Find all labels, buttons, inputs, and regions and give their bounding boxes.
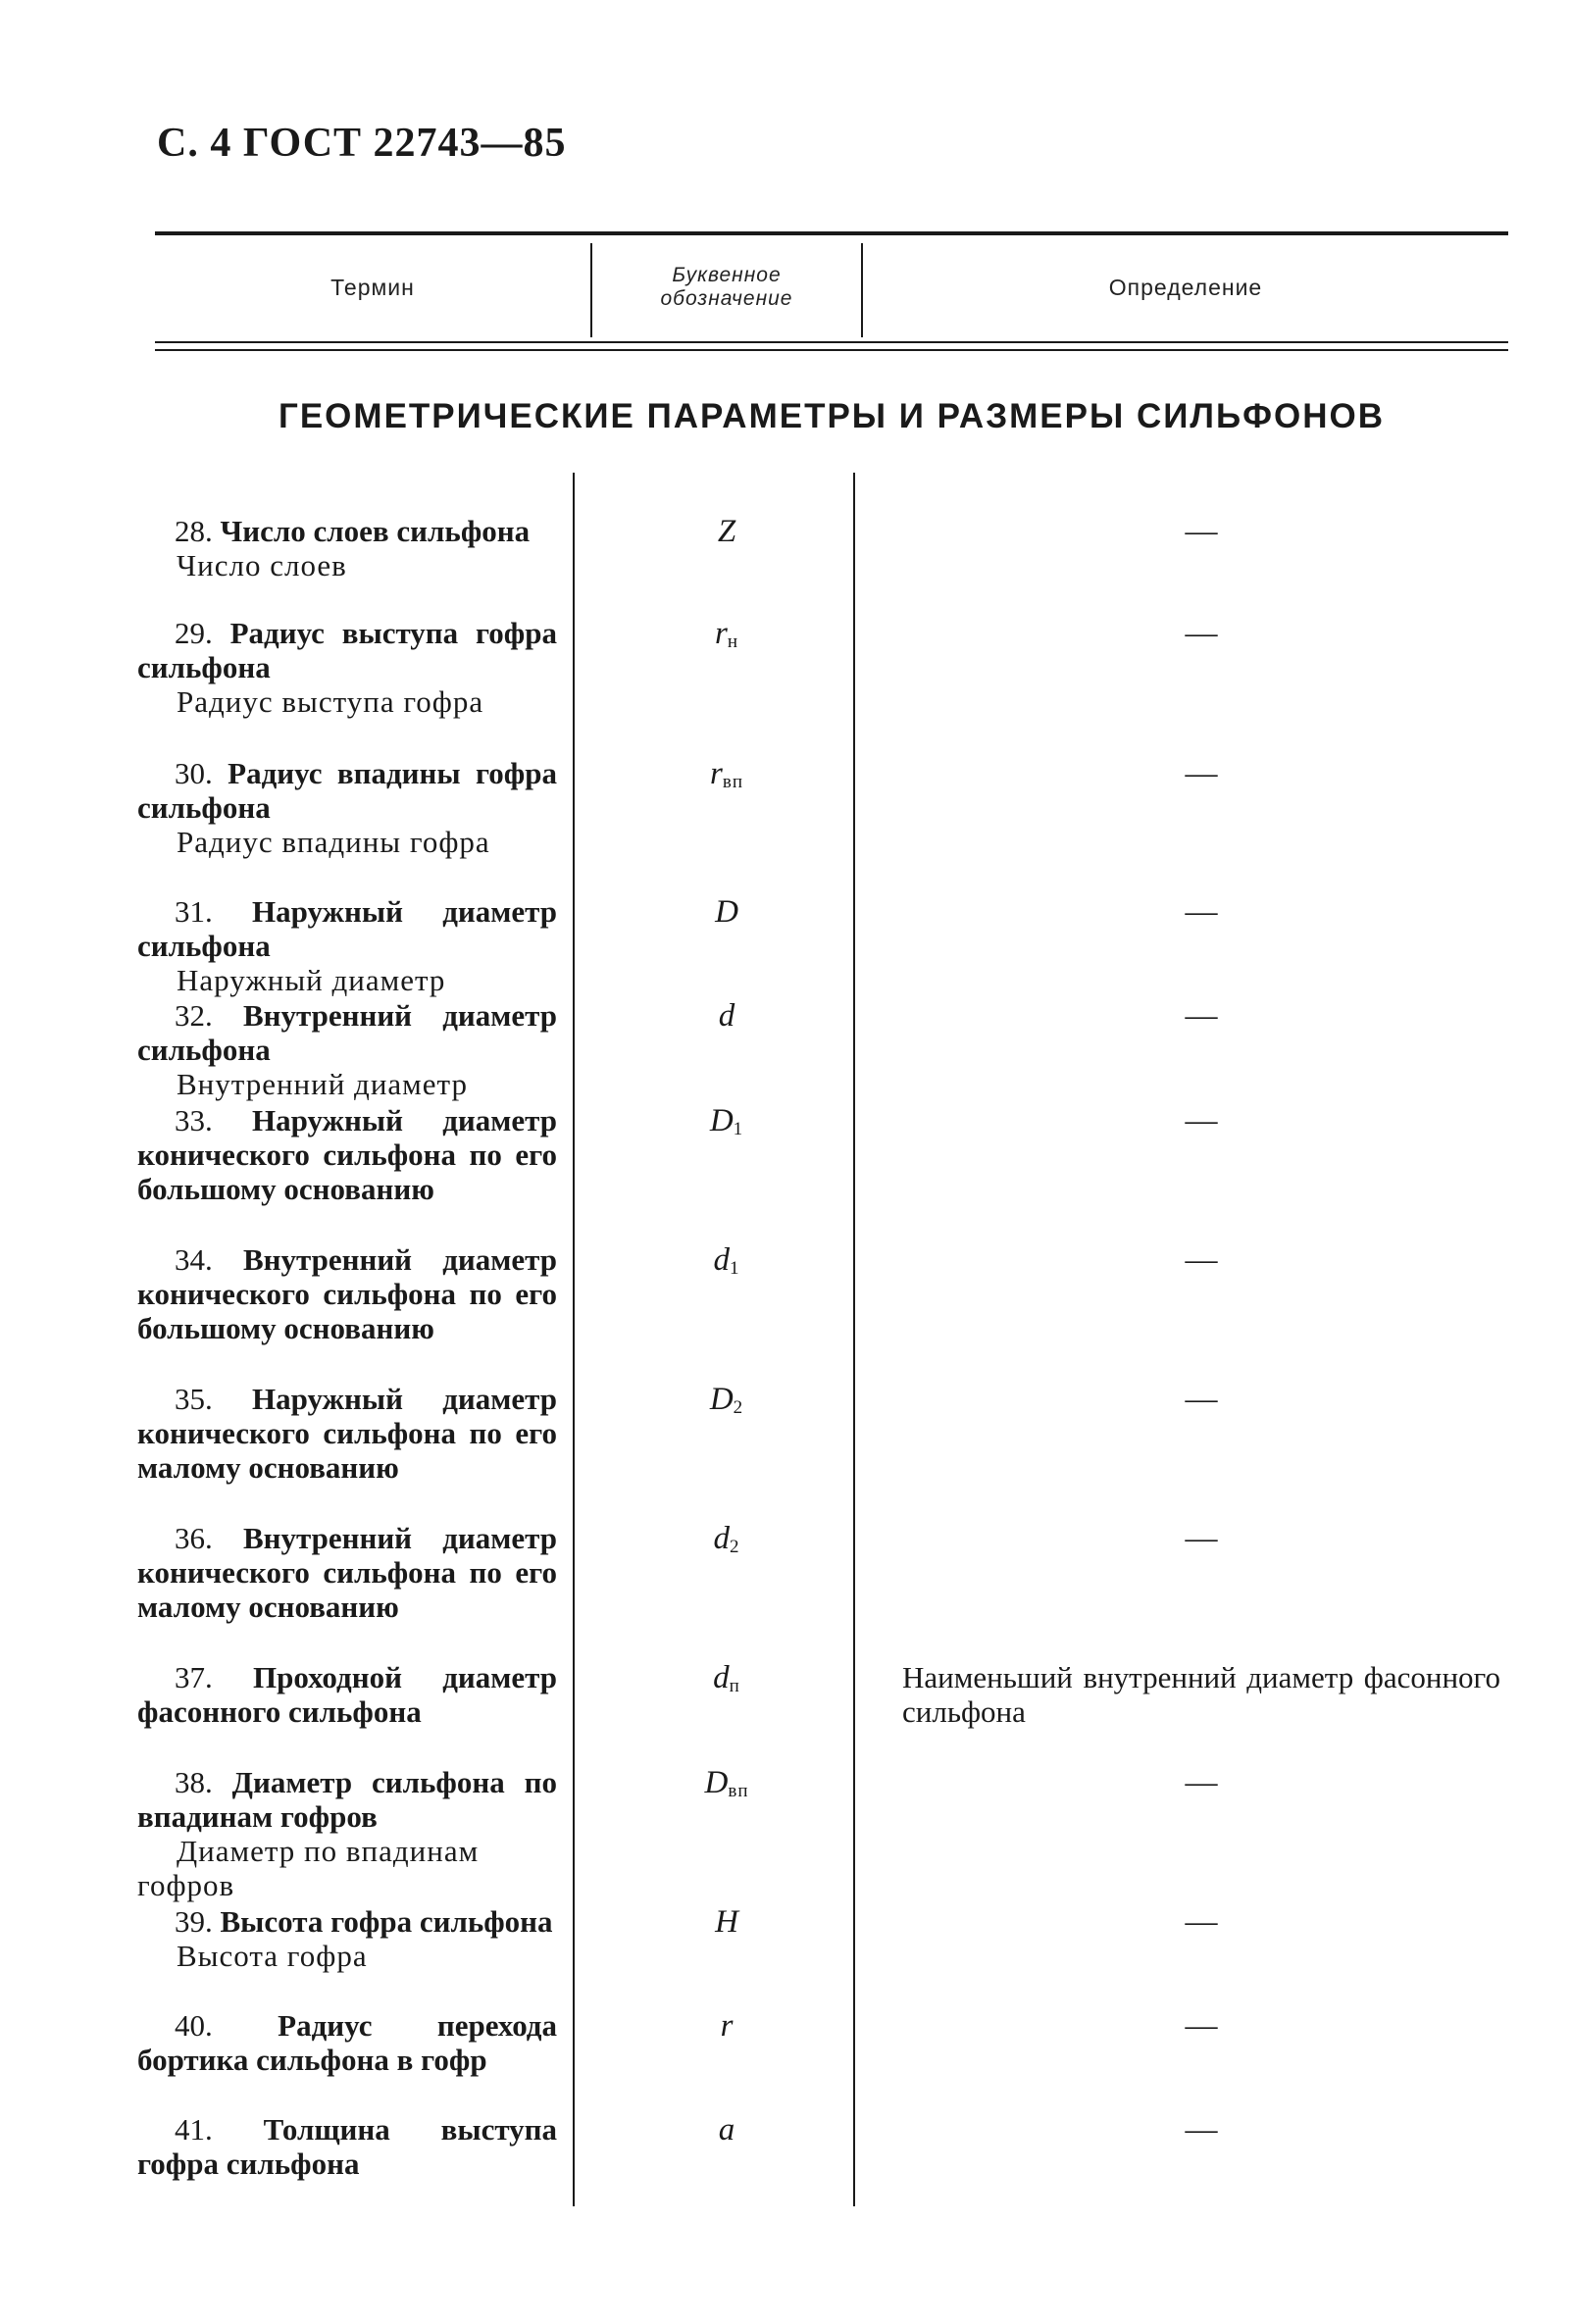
term-number: 38. bbox=[175, 1765, 232, 1799]
term-name: Внутренний диаметр сильфона bbox=[137, 998, 558, 1067]
term-text bbox=[137, 1382, 557, 1485]
term-name: Внутренний диаметр конического сильфона по его большому основанию bbox=[137, 1242, 558, 1345]
term-text bbox=[137, 756, 557, 825]
symbol-subscript: 1 bbox=[733, 1119, 744, 1139]
term-text bbox=[137, 616, 557, 684]
column-separator bbox=[853, 473, 855, 2206]
symbol-cell bbox=[592, 1242, 861, 1280]
term-cell bbox=[137, 1660, 557, 1729]
definition-dash: — bbox=[1185, 1521, 1218, 1556]
symbol-subscript: п bbox=[729, 1676, 740, 1696]
definition-dash: — bbox=[1185, 756, 1218, 791]
symbol-cell bbox=[592, 998, 861, 1035]
symbol-subscript: вп bbox=[728, 1781, 749, 1801]
term-number: 33. bbox=[175, 1103, 253, 1137]
symbol-letter: d bbox=[713, 1242, 730, 1278]
section-title: ГЕОМЕТРИЧЕСКИЕ ПАРАМЕТРЫ И РАЗМЕРЫ СИЛЬФОНОВ bbox=[279, 397, 1385, 435]
term-cell bbox=[137, 894, 557, 997]
term-short-form: Наружный диаметр bbox=[177, 963, 446, 997]
symbol-subscript: 2 bbox=[733, 1397, 744, 1418]
term-text bbox=[137, 2112, 557, 2181]
symbol-letter: d bbox=[713, 1521, 730, 1556]
term-text bbox=[137, 514, 557, 548]
symbol-cell bbox=[592, 1382, 861, 1419]
header-symbol-line2: обозначение bbox=[660, 287, 793, 310]
term-name: Наружный диаметр конического сильфона по его малому основанию bbox=[137, 1382, 557, 1485]
definition-dash: — bbox=[1185, 2008, 1218, 2044]
term-name: Проходной диаметр фасонного сильфона bbox=[137, 1660, 557, 1729]
definition-dash: — bbox=[1185, 1103, 1218, 1138]
term-cell bbox=[137, 2112, 557, 2181]
term-short-form: Диаметр по впадинам гофров bbox=[137, 1834, 480, 1902]
header-term: Термин bbox=[330, 274, 415, 300]
column-separator bbox=[573, 473, 575, 2206]
definition-dash: — bbox=[1185, 1242, 1218, 1278]
symbol-letter: D bbox=[709, 1382, 734, 1417]
term-short-form: Радиус впадины гофра bbox=[177, 825, 490, 859]
symbol-cell bbox=[592, 894, 861, 931]
term-name: Наружный диаметр конического сильфона по его большому основанию bbox=[137, 1103, 557, 1206]
symbol-cell bbox=[592, 1521, 861, 1558]
header-symbol-line1: Буквенное bbox=[672, 264, 782, 286]
term-cell bbox=[137, 1521, 557, 1624]
symbol-letter: r bbox=[720, 2008, 734, 2044]
term-number: 34. bbox=[175, 1242, 243, 1277]
term-name: Наружный диаметр сильфона bbox=[137, 894, 557, 963]
page-header: С. 4 ГОСТ 22743—85 bbox=[157, 121, 567, 166]
definition-cell: Наименьший внутренний диаметр фасонного сильфона bbox=[902, 1660, 1500, 1729]
term-name: Радиус впадины гофра сильфона bbox=[137, 756, 557, 825]
header-definition: Определение bbox=[1108, 274, 1263, 300]
definition-dash: — bbox=[1185, 1765, 1218, 1800]
term-short-form: Высота гофра bbox=[177, 1939, 368, 1973]
term-number: 41. bbox=[175, 2112, 264, 2147]
term-text bbox=[137, 894, 557, 963]
symbol-cell bbox=[592, 1904, 861, 1941]
term-cell bbox=[137, 616, 557, 719]
symbol-letter: r bbox=[710, 756, 723, 791]
term-cell bbox=[137, 1904, 557, 1973]
term-cell bbox=[137, 2008, 557, 2077]
symbol-subscript: н bbox=[727, 632, 738, 652]
definition-dash: — bbox=[1185, 998, 1218, 1034]
term-text bbox=[137, 1521, 557, 1624]
term-text bbox=[137, 1904, 557, 1939]
term-number: 31. bbox=[175, 894, 253, 929]
term-number: 37. bbox=[175, 1660, 254, 1694]
definition-dash: — bbox=[1185, 2112, 1218, 2147]
term-number: 35. bbox=[175, 1382, 253, 1416]
term-number: 32. bbox=[175, 998, 243, 1033]
term-short-form: Радиус выступа гофра bbox=[177, 684, 484, 719]
symbol-cell bbox=[592, 756, 861, 793]
symbol-cell bbox=[592, 1660, 861, 1697]
symbol-letter: Z bbox=[717, 514, 736, 549]
symbol-subscript: вп bbox=[722, 772, 743, 792]
symbol-cell bbox=[592, 616, 861, 653]
term-text bbox=[137, 998, 557, 1067]
term-cell bbox=[137, 1382, 557, 1485]
definition-dash: — bbox=[1185, 894, 1218, 930]
term-text bbox=[137, 1103, 557, 1206]
table-header-bottom-rule bbox=[155, 341, 1508, 351]
term-cell bbox=[137, 1765, 557, 1902]
term-cell bbox=[137, 756, 557, 859]
header-symbol bbox=[592, 235, 861, 339]
term-number: 30. bbox=[175, 756, 228, 790]
symbol-letter: d bbox=[713, 1660, 730, 1695]
term-name: Внутренний диаметр конического сильфона по его малому основанию bbox=[137, 1521, 558, 1624]
symbol-cell bbox=[592, 1765, 861, 1802]
symbol-cell bbox=[592, 2008, 861, 2045]
term-name: Толщина выступа гофра сильфона bbox=[137, 2112, 558, 2181]
term-name: Радиус выступа гофра сильфона bbox=[137, 616, 557, 684]
term-text bbox=[137, 2008, 557, 2077]
term-number: 36. bbox=[175, 1521, 243, 1555]
term-cell bbox=[137, 514, 557, 582]
term-text bbox=[137, 1242, 557, 1345]
symbol-letter: D bbox=[715, 894, 738, 930]
symbol-letter: r bbox=[714, 616, 728, 651]
symbol-subscript: 1 bbox=[730, 1258, 740, 1279]
definition-dash: — bbox=[1185, 1904, 1218, 1940]
term-name: Диаметр сильфона по впадинам гофров bbox=[137, 1765, 557, 1834]
term-text bbox=[137, 1660, 557, 1729]
term-short-form: Число слоев bbox=[177, 548, 347, 582]
term-number: 40. bbox=[175, 2008, 279, 2043]
term-cell bbox=[137, 1242, 557, 1345]
symbol-letter: d bbox=[718, 998, 735, 1034]
symbol-letter: D bbox=[704, 1765, 729, 1800]
term-short-form: Внутренний диаметр bbox=[177, 1067, 468, 1101]
term-name: Число слоев сильфона bbox=[220, 514, 531, 548]
definition-dash: — bbox=[1185, 514, 1218, 549]
term-name: Высота гофра сильфона bbox=[220, 1904, 553, 1939]
symbol-letter: a bbox=[718, 2112, 735, 2147]
term-number: 29. bbox=[175, 616, 230, 650]
symbol-cell bbox=[592, 2112, 861, 2148]
symbol-letter: D bbox=[709, 1103, 734, 1138]
term-text bbox=[137, 1765, 557, 1834]
term-cell bbox=[137, 1103, 557, 1206]
definition-dash: — bbox=[1185, 1382, 1218, 1417]
term-number: 39. bbox=[175, 1904, 221, 1939]
term-name: Радиус перехода бортика сильфона в гофр bbox=[137, 2008, 557, 2077]
symbol-letter: H bbox=[715, 1904, 738, 1940]
term-number: 28. bbox=[175, 514, 221, 548]
symbol-cell bbox=[592, 514, 861, 550]
symbol-subscript: 2 bbox=[730, 1537, 740, 1557]
symbol-cell bbox=[592, 1103, 861, 1140]
term-cell bbox=[137, 998, 557, 1101]
definition-dash: — bbox=[1185, 616, 1218, 651]
